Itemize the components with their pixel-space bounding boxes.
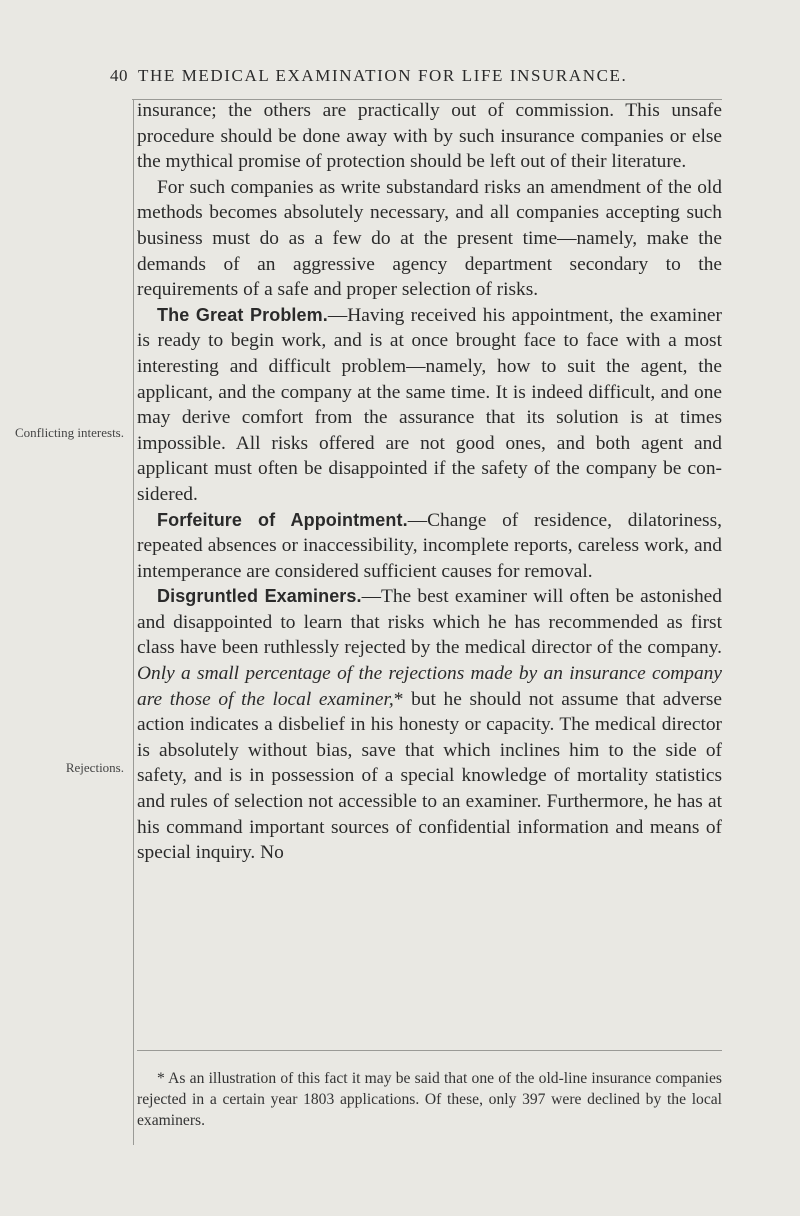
paragraph-great-problem xyxy=(137,303,722,508)
section-heading-forfeiture: Forfeiture of Appointment. xyxy=(157,509,408,530)
running-head xyxy=(0,66,800,90)
paragraph-disgruntled-text-a: —The best examiner will often be astonished and disappointed to learn that risks which he has recommended as first class have been ruthlessly rejected by the medical director of the company. xyxy=(137,586,722,659)
paragraph-substandard-risks: For such companies as write substandard risks an amendment of the old methods becomes absolutely necessary, and all companies accepting such business must do as a few do at the present time—namely, make the demands of an aggressive agency department secondary to the requirements of a safe and proper selection of risks. xyxy=(137,176,722,301)
body-text xyxy=(137,98,722,866)
page-number: 40 xyxy=(110,66,128,85)
paragraph-continuation: insurance; the others are practically out of commission. This unsafe procedure should be done away with by such insurance companies or else the mythical promise of protection should be left out of their literature. xyxy=(137,100,722,173)
sidenote-rejections: Rejections. xyxy=(65,760,124,775)
running-title: THE MEDICAL EXAMINATION FOR LIFE INSURANCE. xyxy=(138,66,628,85)
margin-rule xyxy=(133,100,134,1145)
section-heading-disgruntled: Disgruntled Examiners. xyxy=(157,586,362,607)
section-heading-great-problem: The Great Problem. xyxy=(157,304,328,325)
footnote-rule xyxy=(137,1050,722,1051)
paragraph-disgruntled-text-b: but he should not assume that adverse action indicates a disbelief in his honesty or capacity. The medical director is absolutely without bias, save that which inclines him to the side of safety, and is in possession of a special knowledge of mortality statistics and rules of selection not accessible to an examiner. Furthermore, he has at his command important sources of confidential information and means of special inquiry. No xyxy=(137,688,722,864)
paragraph-forfeiture xyxy=(137,508,722,585)
footnote: * As an illustration of this fact it may be said that one of the old-line insurance companies rejected in a certain year 1803 applications. Of these, only 397 were declined by the local examiners. xyxy=(137,1070,722,1129)
paragraph-great-problem-text: —Having received his appointment, the examiner is ready to begin work, and is at once brought face to face with a most interesting and difficult problem—namely, how to suit the agent, the applicant, and the company at the same time. It is indeed difficult, and one may derive comfort from the assurance that its solution is at times impossible. All risks offered are not good ones, and both agent and applicant must often be disappointed if the safety of the company be considered. xyxy=(137,304,722,505)
paragraph-forfeiture-text: —Change of residence, dilatoriness, repeated absences or inaccessibility, incomplete reports, careless work, and intemperance are considered sufficient causes for removal. xyxy=(137,509,722,582)
paragraph-disgruntled-italic: Only a small percentage of the rejections made by an insurance company are those of the local examiner, xyxy=(137,663,722,710)
sidenote-conflicting-interests: Conflicting interests. xyxy=(14,425,124,440)
paragraph-disgruntled xyxy=(137,584,722,866)
footnote-reference-mark: * xyxy=(393,688,404,710)
